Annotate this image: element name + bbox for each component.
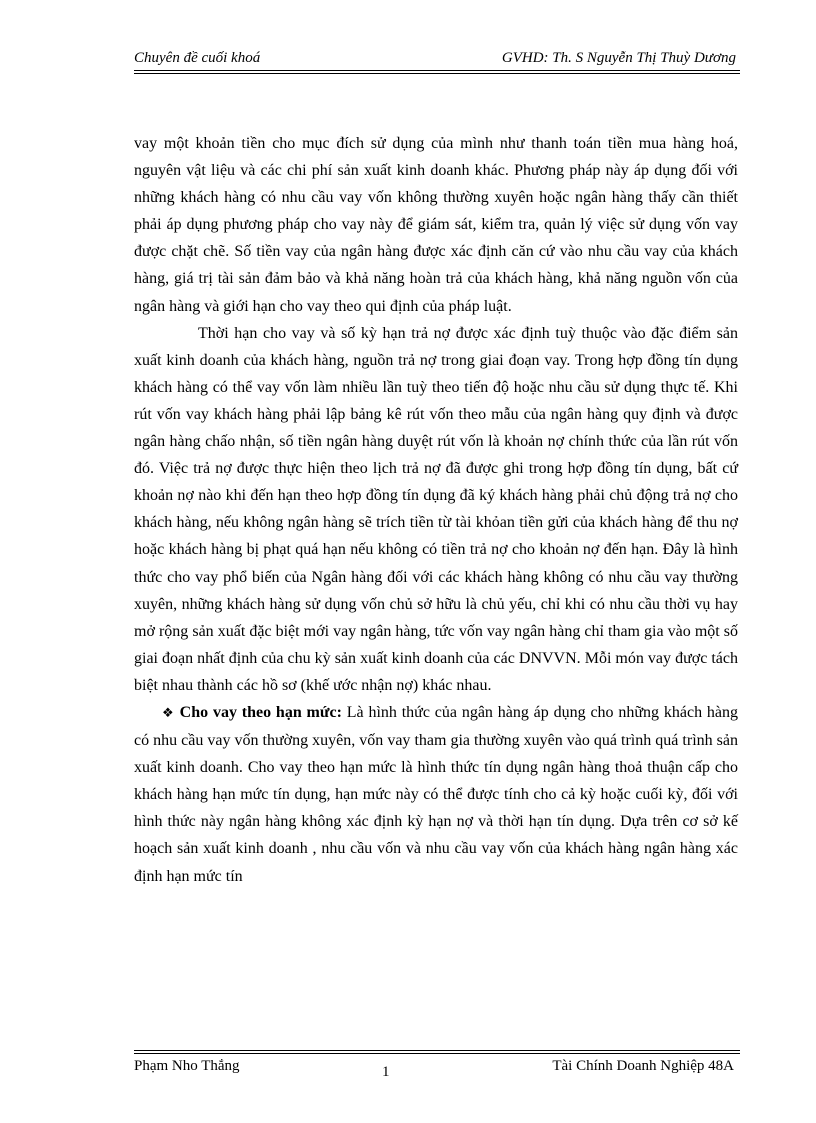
footer-author: Phạm Nho Thắng <box>134 1058 240 1074</box>
diamond-flower-bullet-icon: ❖ <box>162 705 174 721</box>
page-footer <box>134 1058 738 1088</box>
bullet-title: Cho vay theo hạn mức: <box>179 703 342 721</box>
header-rule-thick <box>134 70 740 71</box>
footer-rule-thin <box>134 1050 740 1051</box>
body-paragraph-2: Thời hạn cho vay và số kỳ hạn trả nợ được xác định tuỳ thuộc vào đặc điểm sản xuất kinh doanh của khách hàng, nguồn trả nợ trong giai đoạn vay. Trong hợp đồng tín dụng khách hàng có thể vay vốn làm nhiều lần tuỳ theo tiến độ hoặc nhu cầu sử dụng thực tế. Khi rút vốn vay khách hàng phải lập bảng kê rút vốn theo mẫu của ngân hàng quy định và được ngân hàng chấo nhận, số tiền ngân hàng duyệt rút vốn là khoản nợ chính thức của lần rút vốn đó. Việc trả nợ được thực hiện theo lịch trả nợ đã được ghi trong hợp đồng tín dụng, bất cứ khoản nợ nào khi đến hạn theo hợp đồng tín dụng đã ký khách hàng phải chủ động trả nợ cho khách hàng, nếu không ngân hàng sẽ trích tiền từ tài khỏan tiền gửi của khách hàng để thu nợ hoặc khách hàng bị phạt quá hạn nếu không có tiền trả nợ cho khoản nợ đến hạn. Đây là hình thức cho vay phổ biến của Ngân hàng đối với các khách hàng không có nhu cầu vay thường xuyên, những khách hàng sử dụng vốn chủ sở hữu là chủ yếu, chỉ khi có nhu cầu thời vụ hay mở rộng sản xuất đặc biệt mới vay ngân hàng, tức vốn vay ngân hàng chỉ tham gia vào một số giai đoạn nhất định của chu kỳ sản xuất kinh doanh của các DNVVN. Mỗi món vay được tách biệt nhau thành các hồ sơ (khế ước nhận nợ) khác nhau. <box>134 324 738 694</box>
body-bullet-paragraph <box>134 699 738 890</box>
header-document-title: Chuyên đề cuối khoá <box>134 50 261 66</box>
page-header <box>134 48 738 70</box>
header-supervisor: GVHD: Th. S Nguyễn Thị Thuỳ Dương <box>501 50 736 66</box>
bullet-text: Là hình thức của ngân hàng áp dụng cho những khách hàng có nhu cầu vay vốn thường xuyên, vốn vay tham gia thường xuyên vào quá trình quá trình sản xuất kinh doanh. Cho vay theo hạn mức là hình thức tín dụng ngân hàng thoả thuận cấp cho khách hàng hạn mức tín dụng, hạn mức này có thể được tính cho cả kỳ hoặc cuối kỳ, đối với hình thức này ngân hàng không xác định kỳ hạn nợ và thời hạn tín dụng. Dựa trên cơ sở kế hoạch sản xuất kinh doanh , nhu cầu vốn và nhu cầu vay vốn của khách hàng ngân hàng xác định hạn mức tín <box>134 703 739 885</box>
body-paragraph-1: vay một khoản tiền cho mục đích sử dụng của mình như thanh toán tiền mua hàng hoá, nguyên vật liệu và các chi phí sản xuất kinh doanh khác. Phương pháp này áp dụng đối với những khách hàng có nhu cầu vay vốn không thường xuyên hoặc ngân hàng thấy cần thiết phải áp dụng phương pháp cho vay này để giám sát, kiểm tra, quản lý việc sử dụng vốn vay được chặt chẽ. Số tiền vay của ngân hàng được xác định căn cứ vào nhu cầu vay của khách hàng, giá trị tài sản đảm bảo và khả năng hoàn trả của khách hàng, khả năng nguồn vốn của ngân hàng và giới hạn cho vay theo qui định của pháp luật. <box>134 135 738 315</box>
footer-rule-thick <box>134 1053 740 1054</box>
page-body <box>134 130 738 890</box>
footer-class: Tài Chính Doanh Nghiệp 48A <box>552 1058 734 1074</box>
footer-page-number: 1 <box>382 1064 390 1080</box>
header-rule-thin <box>134 73 740 74</box>
